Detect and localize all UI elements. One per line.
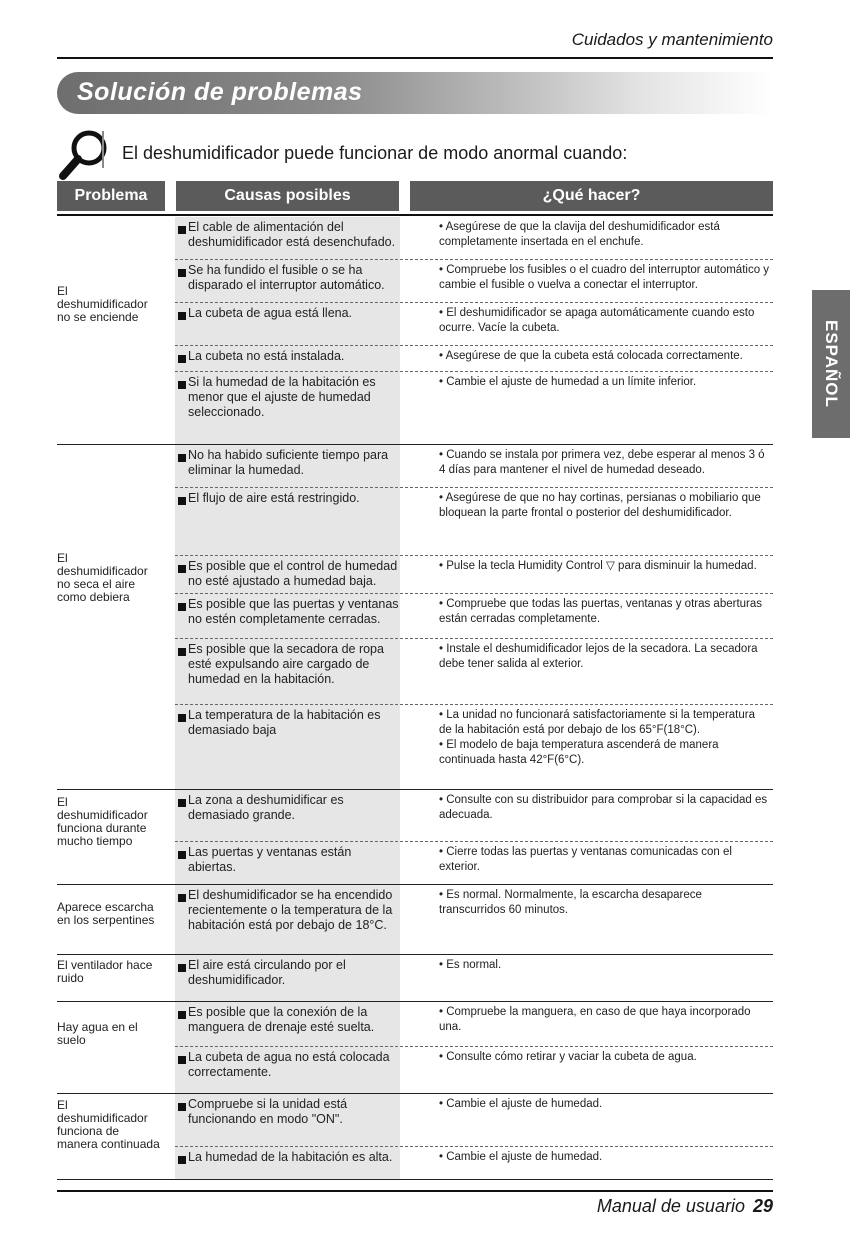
square-bullet-icon [178, 714, 186, 722]
solution-text: • Asegúrese de que no hay cortinas, persianas o mobiliario que bloquean la parte frontal o posterior del deshumidificador. [439, 492, 761, 519]
problem-label: El ventilador hace ruido [57, 958, 153, 985]
square-bullet-icon [178, 226, 186, 234]
solution-text: • La unidad no funcionará satisfactoriamente si la temperatura de la habitación está por debajo de los 65°F(18°C). • El modelo de baja temperatura ascenderá de manera continuada hasta 42°F(6°C). [439, 709, 755, 766]
solution-text: • Es normal. [439, 959, 502, 971]
table-row [175, 1046, 773, 1094]
magnifier-icon [57, 126, 113, 182]
problem-group [57, 955, 773, 1002]
solution-text: • Asegúrese de que la clavija del deshumidificador está completamente insertada en el enchufe. [439, 221, 720, 248]
table-row [175, 790, 773, 841]
solution-text: • Consulte cómo retirar y vaciar la cubeta de agua. [439, 1051, 697, 1063]
square-bullet-icon [178, 1056, 186, 1064]
cause-cell [175, 349, 400, 364]
cause-cell [175, 1005, 400, 1035]
problem-group [57, 217, 773, 445]
table-row [175, 371, 773, 445]
cause-text: El deshumidificador se ha encendido recientemente o la temperatura de la habitación está por debajo de 18°C. [188, 888, 393, 932]
problem-group [57, 790, 773, 885]
table-row [175, 841, 773, 885]
cause-cell [175, 491, 400, 506]
cause-cell [175, 845, 400, 875]
cause-text: Compruebe si la unidad está funcionando en modo "ON". [188, 1097, 348, 1126]
cause-cell [175, 708, 400, 738]
cause-cell [175, 448, 400, 478]
square-bullet-icon [178, 1011, 186, 1019]
square-bullet-icon [178, 312, 186, 320]
square-bullet-icon [178, 565, 186, 573]
intro-text: El deshumidificador puede funcionar de modo anormal cuando: [122, 143, 628, 163]
table-row [175, 1146, 773, 1180]
cause-cell [175, 888, 400, 933]
problem-group [57, 885, 773, 955]
square-bullet-icon [178, 603, 186, 611]
section-banner [57, 72, 773, 114]
table-row [175, 1094, 773, 1146]
page-number: 29 [752, 1196, 773, 1216]
cause-text: La cubeta de agua no está colocada correctamente. [188, 1050, 390, 1079]
square-bullet-icon [178, 851, 186, 859]
square-bullet-icon [178, 269, 186, 277]
square-bullet-icon [178, 799, 186, 807]
solution-text: • Instale el deshumidificador lejos de la secadora. La secadora debe tener salida al exterior. [439, 643, 758, 670]
square-bullet-icon [178, 648, 186, 656]
cause-text: La cubeta de agua está llena. [188, 306, 353, 320]
cause-cell [175, 958, 400, 988]
column-header-causas: Causas posibles [176, 181, 399, 211]
problem-label: El deshumidificador funciona durante mucho tiempo [57, 795, 148, 848]
problem-group [57, 1094, 773, 1180]
table-row [175, 593, 773, 638]
solution-text: • Compruebe la manguera, en caso de que haya incorporado una. [439, 1006, 751, 1033]
square-bullet-icon [178, 1156, 186, 1164]
table-top-rule [57, 214, 773, 216]
page-header-title: Cuidados y mantenimiento [571, 30, 773, 49]
problem-label: Hay agua en el suelo [57, 1020, 138, 1047]
solution-text: • Cierre todas las puertas y ventanas comunicadas con el exterior. [439, 846, 732, 873]
cause-cell [175, 375, 400, 420]
cause-cell [175, 597, 400, 627]
cause-cell [175, 1050, 400, 1080]
solution-text: • Cambie el ajuste de humedad. [439, 1098, 603, 1110]
column-header-problema: Problema [57, 181, 165, 211]
cause-text: Es posible que el control de humedad no esté ajustado a humedad baja. [188, 559, 398, 588]
cause-cell [175, 1150, 400, 1165]
cause-cell [175, 220, 400, 250]
cause-cell [175, 306, 400, 321]
footer-rule [57, 1190, 773, 1192]
cause-text: Las puertas y ventanas están abiertas. [188, 845, 352, 874]
cause-cell [175, 263, 400, 293]
square-bullet-icon [178, 381, 186, 389]
cause-text: La temperatura de la habitación es demasiado baja [188, 708, 381, 737]
cause-text: La cubeta no está instalada. [188, 349, 345, 363]
table-row [175, 259, 773, 302]
cause-cell [175, 559, 400, 589]
section-title: Solución de problemas [77, 78, 363, 106]
problem-label: El deshumidificador no se enciende [57, 284, 148, 324]
cause-cell [175, 642, 400, 687]
cause-text: Es posible que las puertas y ventanas no estén completamente cerradas. [188, 597, 399, 626]
table-row [175, 345, 773, 371]
cause-text: No ha habido suficiente tiempo para eliminar la humedad. [188, 448, 389, 477]
language-side-tab: ESPAÑOL [812, 290, 850, 438]
square-bullet-icon [178, 355, 186, 363]
footer-manual-label: Manual de usuario [596, 1196, 745, 1216]
problem-group [57, 445, 773, 790]
square-bullet-icon [178, 454, 186, 462]
solution-text: • El deshumidificador se apaga automáticamente cuando esto ocurre. Vacíe la cubeta. [439, 307, 755, 334]
table-row [175, 955, 773, 1002]
table-row [175, 885, 773, 955]
square-bullet-icon [178, 894, 186, 902]
solution-text: • Cambie el ajuste de humedad. [439, 1151, 603, 1163]
solution-text: • Compruebe que todas las puertas, ventanas y otras aberturas están cerradas completamente. [439, 598, 763, 625]
cause-text: Es posible que la conexión de la manguera de drenaje esté suelta. [188, 1005, 375, 1034]
table-row [175, 704, 773, 790]
solution-text: • Es normal. Normalmente, la escarcha desaparece transcurridos 60 minutos. [439, 889, 702, 916]
problem-group [57, 1002, 773, 1094]
solution-text: • Asegúrese de que la cubeta está colocada correctamente. [439, 350, 743, 362]
cause-cell [175, 1097, 400, 1127]
cause-text: La humedad de la habitación es alta. [188, 1150, 393, 1164]
page-footer [597, 1196, 773, 1217]
cause-text: El cable de alimentación del deshumidificador está desenchufado. [188, 220, 396, 249]
problem-label: El deshumidificador no seca el aire como debiera [57, 551, 148, 604]
problem-label: El deshumidificador funciona de manera continuada [57, 1098, 160, 1151]
cause-text: Es posible que la secadora de ropa esté expulsando aire cargado de humedad en la habitación. [188, 642, 384, 686]
solution-text: • Cuando se instala por primera vez, debe esperar al menos 3 ó 4 días para mantener el nivel de humedad deseado. [439, 449, 765, 476]
table-row [175, 1002, 773, 1046]
cause-text: La zona a deshumidificar es demasiado grande. [188, 793, 344, 822]
table-row [175, 638, 773, 704]
cause-text: El flujo de aire está restringido. [188, 491, 360, 505]
solution-text: • Cambie el ajuste de humedad a un límite inferior. [439, 376, 697, 388]
solution-text: • Compruebe los fusibles o el cuadro del interruptor automático y cambie el fusible o vuelva a conectar el interruptor. [439, 264, 770, 291]
cause-text: El aire está circulando por el deshumidificador. [188, 958, 346, 987]
square-bullet-icon [178, 497, 186, 505]
problem-label: Aparece escarcha en los serpentines [57, 900, 155, 927]
solution-text: • Consulte con su distribuidor para comprobar si la capacidad es adecuada. [439, 794, 768, 821]
solution-text: • Pulse la tecla Humidity Control ▽ para disminuir la humedad. [439, 560, 757, 572]
header-rule [57, 57, 773, 59]
table-row [175, 445, 773, 487]
table-row [175, 302, 773, 345]
column-header-que-hacer: ¿Qué hacer? [410, 181, 773, 211]
table-row [175, 555, 773, 593]
table-row [175, 217, 773, 259]
cause-text: Si la humedad de la habitación es menor que el ajuste de humedad seleccionado. [188, 375, 376, 419]
square-bullet-icon [178, 1103, 186, 1111]
table-row [175, 487, 773, 555]
cause-cell [175, 793, 400, 823]
square-bullet-icon [178, 964, 186, 972]
cause-text: Se ha fundido el fusible o se ha disparado el interruptor automático. [188, 263, 385, 292]
